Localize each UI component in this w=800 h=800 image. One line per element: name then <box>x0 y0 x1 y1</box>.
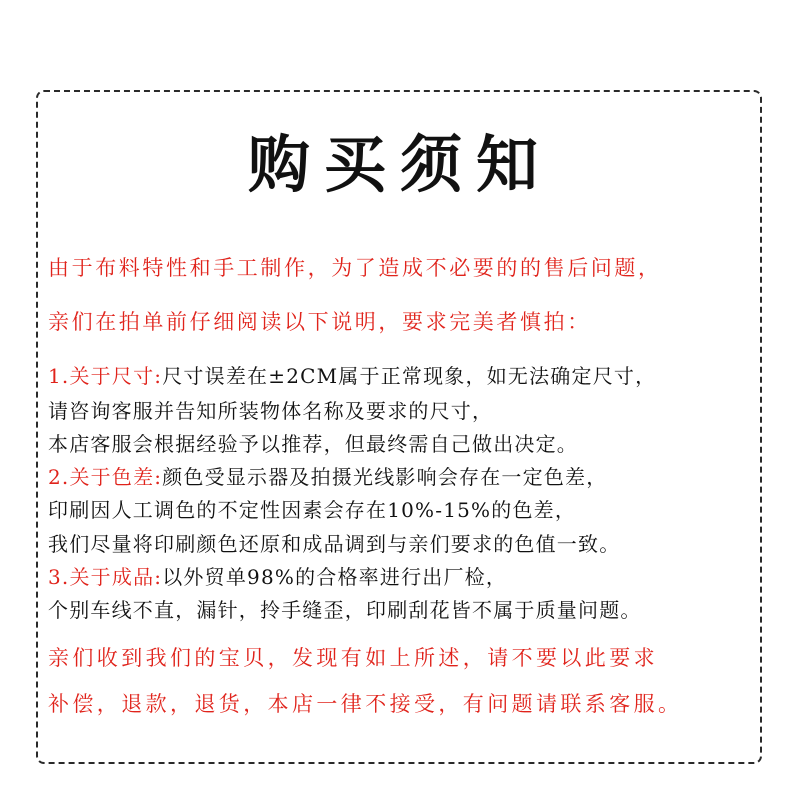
size-section-line-2: 请咨询客服并告知所装物体名称及要求的尺寸， <box>48 399 494 423</box>
outro-line-2: 补偿，退款，退货，本店一律不接受，有问题请联系客服。 <box>48 692 683 716</box>
size-section-text: 尺寸误差在±2CM属于正常现象，如无法确定尺寸， <box>162 364 657 388</box>
product-section-text: 以外贸单98%的合格率进行出厂检， <box>162 565 508 589</box>
size-section-heading: 1.关于尺寸: <box>48 364 163 388</box>
intro-line-2: 亲们在拍单前仔细阅读以下说明，要求完美者慎拍： <box>48 310 591 334</box>
size-section-line-3: 本店客服会根据经验予以推荐，但最终需自己做出决定。 <box>48 432 578 456</box>
color-section-line-1 <box>48 461 607 490</box>
color-section-line-3: 我们尽量将印刷颜色还原和成品调到与亲们要求的色值一致。 <box>48 532 621 556</box>
color-section-heading: 2.关于色差: <box>48 465 163 489</box>
color-section-text: 颜色受显示器及拍摄光线影响会存在一定色差， <box>162 465 608 489</box>
product-section-heading: 3.关于成品: <box>48 565 163 589</box>
product-section-line-1 <box>48 561 507 590</box>
outro-line-1: 亲们收到我们的宝贝，发现有如上所述，请不要以此要求 <box>48 646 658 670</box>
size-section-line-1 <box>48 360 656 389</box>
intro-line-1: 由于布料特性和手工制作，为了造成不必要的的售后问题， <box>48 256 662 280</box>
page-title: 购买须知 <box>247 128 552 201</box>
product-section-line-2: 个别车线不直，漏针，拎手缝歪，印刷刮花皆不属于质量问题。 <box>48 598 642 622</box>
color-section-line-2: 印刷因人工调色的不定性因素会存在10%-15%的色差， <box>48 498 577 522</box>
